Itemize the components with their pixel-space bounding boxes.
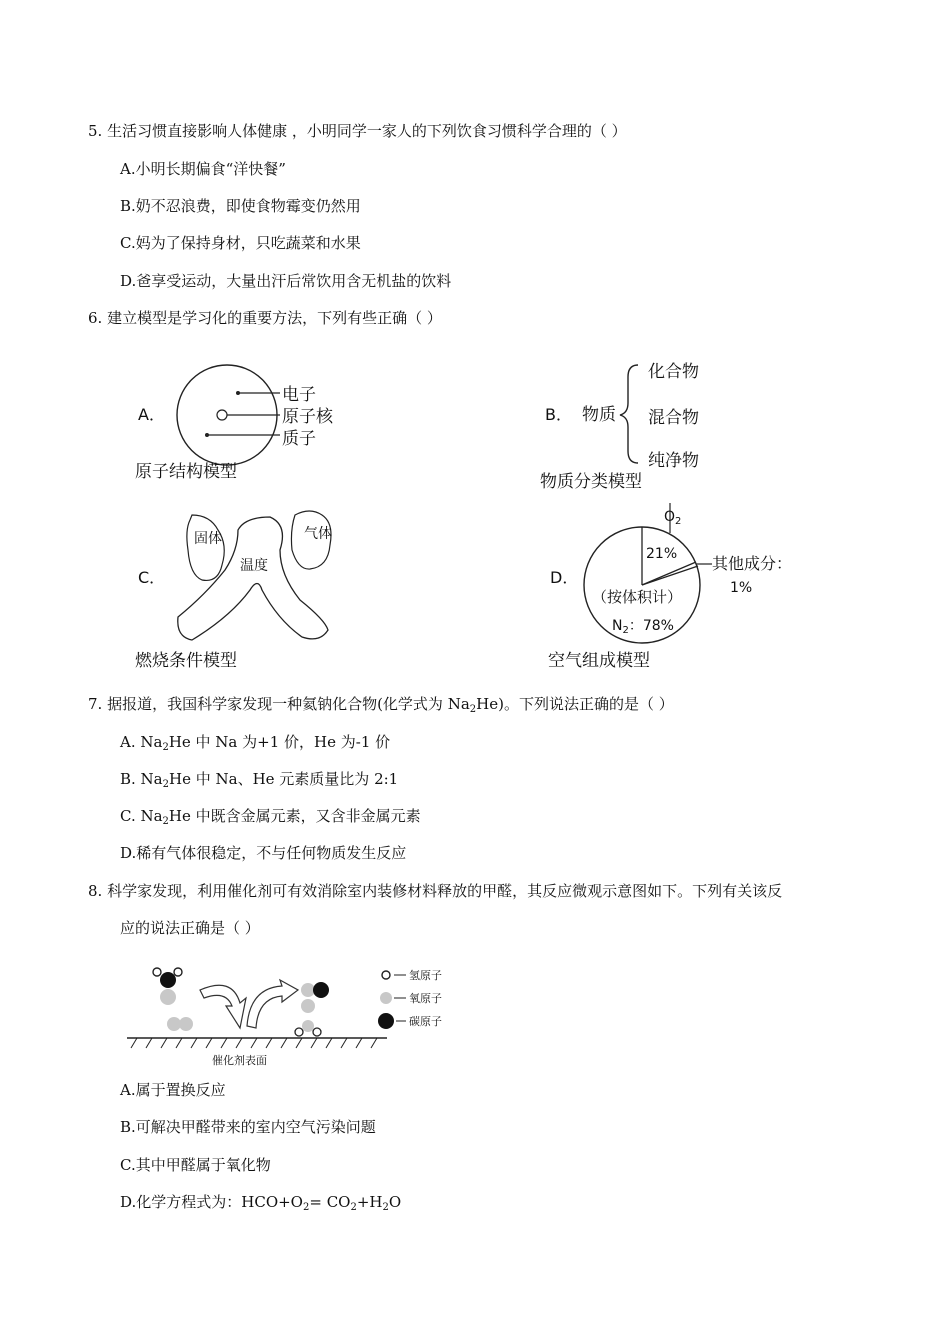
carbon-atom bbox=[160, 972, 176, 988]
q7-option-c: C. $Na_2He$ 中既含金属元素，又含非金属元素 bbox=[120, 807, 421, 827]
model-d-caption: 空气组成模型 bbox=[548, 651, 650, 671]
model-a-caption: 原子结构模型 bbox=[135, 462, 237, 482]
label-electron: 电子 bbox=[282, 385, 316, 405]
model-c-letter: C． bbox=[138, 568, 166, 587]
surface-label: 催化剂表面 bbox=[212, 1054, 267, 1067]
label-o2: $O_2$ bbox=[664, 509, 682, 527]
q5-option-c: C.妈为了保持身材，只吃蔬菜和水果 bbox=[120, 234, 361, 252]
atom-nucleus bbox=[217, 410, 227, 420]
model-b-substance-classification bbox=[540, 362, 699, 492]
model-a-atom-structure bbox=[135, 365, 334, 482]
model-c-combustion-conditions bbox=[135, 511, 332, 671]
q8-reaction-figure bbox=[122, 958, 482, 1068]
q7-option-d: D.稀有气体很稳定，不与任何物质发生反应 bbox=[120, 844, 407, 862]
model-b-item-pure: 纯净物 bbox=[648, 451, 699, 471]
legend-carbon: 碳原子 bbox=[409, 1015, 442, 1028]
oxygen-atom bbox=[160, 989, 176, 1005]
q5-option-a: A.小明长期偏食“洋快餐” bbox=[120, 160, 286, 178]
q8-stem-line2: 应的说法正确是（ ） bbox=[120, 919, 260, 937]
model-b-item-compound: 化合物 bbox=[648, 362, 699, 382]
q5-option-d: D.爸享受运动，大量出汗后常饮用含无机盐的饮料 bbox=[120, 272, 452, 290]
label-proton: 质子 bbox=[282, 429, 316, 449]
q7-option-b: B. $Na_2He$ 中 Na、He 元素质量比为 2:1 bbox=[120, 770, 399, 790]
q8-option-b: B.可解决甲醛带来的室内空气污染问题 bbox=[120, 1118, 376, 1136]
model-b-caption: 物质分类模型 bbox=[540, 472, 642, 492]
model-d-letter: D． bbox=[550, 568, 579, 587]
legend-oxygen: 氧原子 bbox=[409, 992, 442, 1005]
legend-hydrogen: 氢原子 bbox=[409, 969, 442, 982]
q5-stem: 5. 生活习惯直接影响人体健康 ，小明同学一家人的下列饮食习惯科学合理的（ ） bbox=[88, 122, 627, 140]
q8-option-d: D.化学方程式为：$HCO+O_2= CO_2+H_2O$ bbox=[120, 1193, 402, 1213]
label-other: 其他成分： bbox=[712, 554, 793, 573]
q8-option-c: C.其中甲醛属于氧化物 bbox=[120, 1156, 271, 1174]
label-other-pct: 1% bbox=[730, 580, 753, 596]
q8-stem-line1: 8. 科学家发现，利用催化剂可有效消除室内装修材料释放的甲醛，其反应微观示意图如下。下列有关该反 bbox=[88, 882, 783, 900]
model-b-root: 物质 bbox=[582, 405, 616, 425]
q6-models-figure bbox=[130, 355, 820, 675]
label-o2-pct: 21% bbox=[646, 546, 678, 562]
q7-stem: 7. 据报道，我国科学家发现一种氦钠化合物(化学式为 $Na_2He$)。下列说法正确的是（ ） bbox=[88, 695, 674, 715]
model-d-air-composition bbox=[548, 503, 792, 671]
q8-option-a: A.属于置换反应 bbox=[120, 1081, 226, 1099]
label-temperature: 温度 bbox=[240, 558, 268, 574]
label-n2: $N_2$：78% bbox=[612, 618, 674, 636]
model-b-letter: B． bbox=[545, 405, 572, 424]
arrow-2 bbox=[247, 980, 298, 1028]
brace bbox=[620, 365, 638, 463]
model-b-item-mixture: 混合物 bbox=[648, 408, 699, 428]
solid-blob bbox=[187, 515, 224, 580]
arrow-1 bbox=[200, 985, 246, 1028]
label-solid-1: 固体 bbox=[194, 531, 222, 547]
model-a-letter: A． bbox=[138, 405, 165, 424]
model-c-caption: 燃烧条件模型 bbox=[135, 651, 237, 671]
q7-option-a: A. $Na_2He$ 中 Na 为+1 价，He 为-1 价 bbox=[120, 733, 391, 753]
q6-stem: 6. 建立模型是学习化的重要方法，下列有些正确（ ） bbox=[88, 309, 442, 327]
label-basis: （按体积计） bbox=[592, 588, 683, 606]
q5-option-b: B.奶不忍浪费，即使食物霉变仍然用 bbox=[120, 197, 361, 215]
label-gas: 气体 bbox=[304, 526, 332, 542]
label-nucleus: 原子核 bbox=[282, 407, 333, 427]
